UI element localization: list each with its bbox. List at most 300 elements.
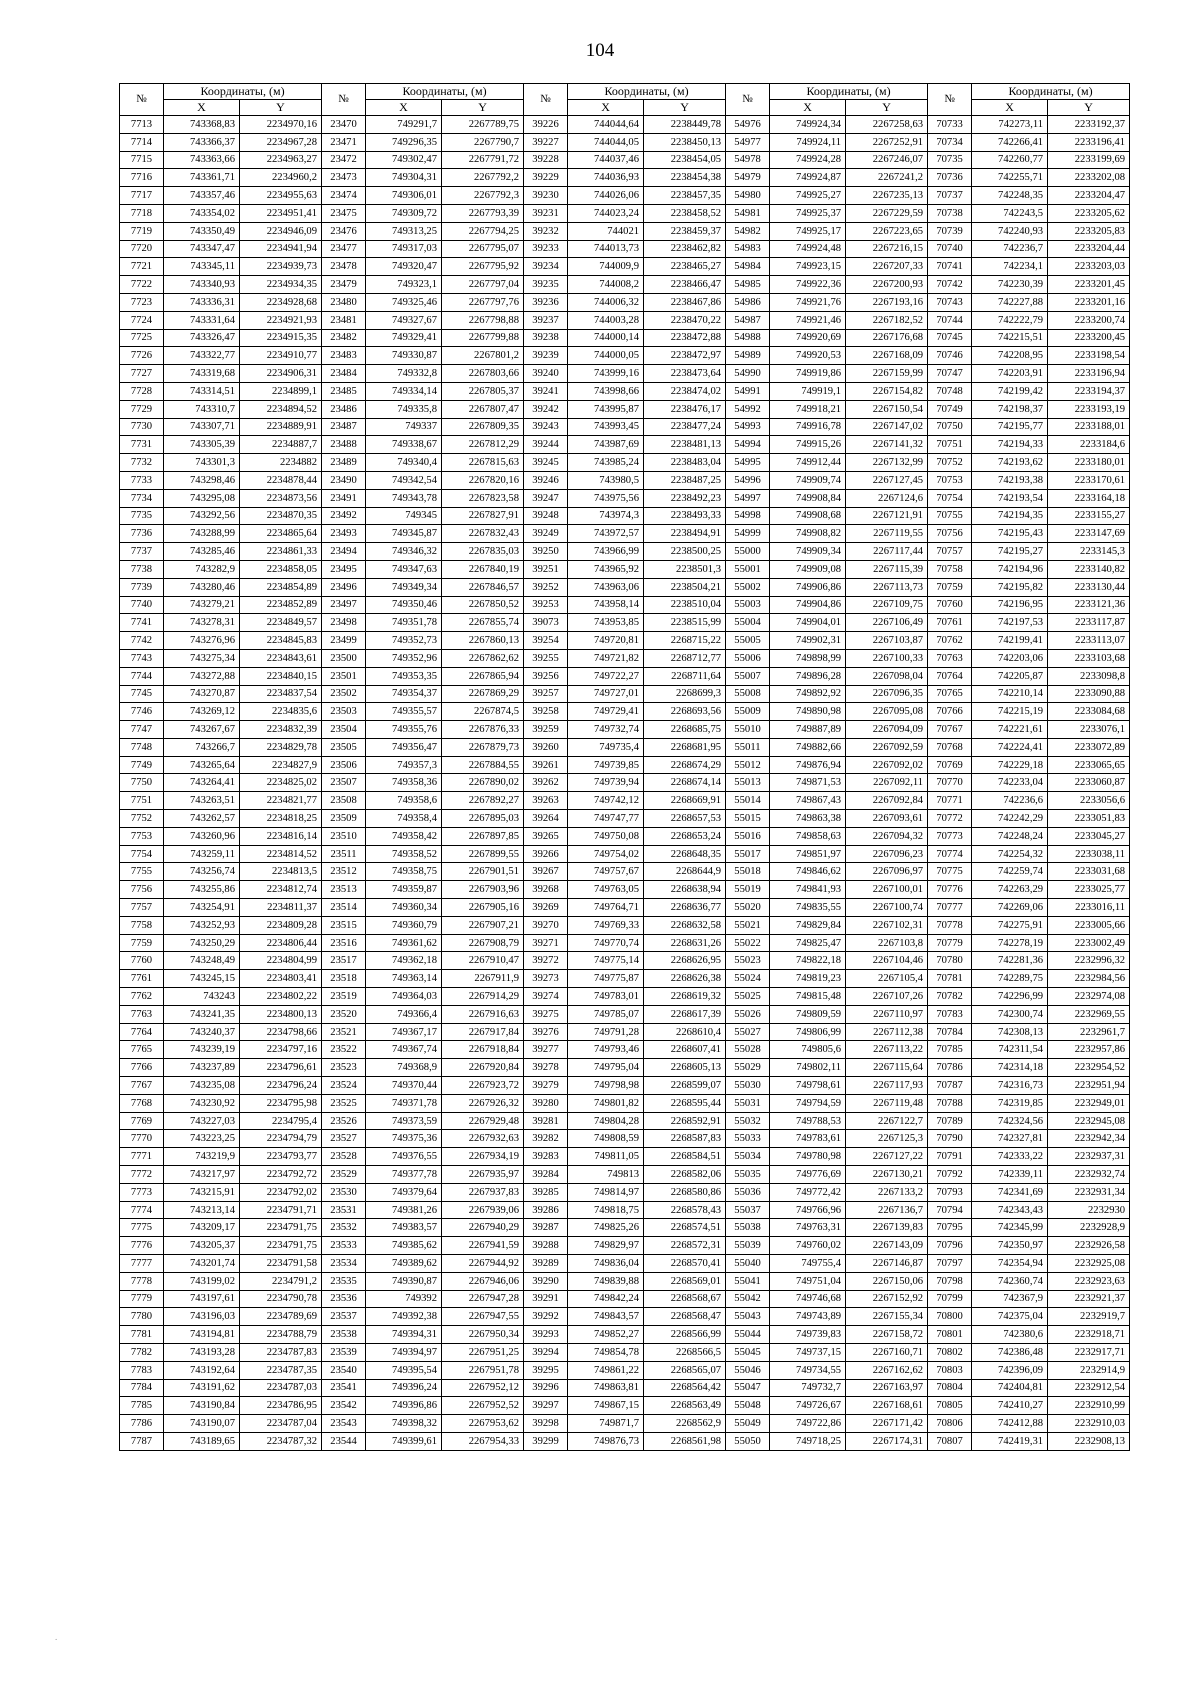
- table-row: [120, 436, 1130, 454]
- y-coordinate-cell: 2234802,22: [240, 988, 322, 1006]
- x-coordinate-cell: 749822,18: [770, 952, 846, 970]
- point-number-cell: 70746: [928, 347, 972, 365]
- point-number-cell: 7770: [120, 1130, 164, 1148]
- x-coordinate-cell: 749358,6: [366, 792, 442, 810]
- point-number-cell: 39297: [524, 1397, 568, 1415]
- x-coordinate-cell: 749922,36: [770, 276, 846, 294]
- point-number-cell: 23539: [322, 1343, 366, 1361]
- table-row: [120, 489, 1130, 507]
- point-number-cell: 23495: [322, 560, 366, 578]
- y-coordinate-cell: 2267229,59: [846, 204, 928, 222]
- x-coordinate-cell: 749918,21: [770, 400, 846, 418]
- point-number-cell: 39249: [524, 525, 568, 543]
- y-coordinate-cell: 2233045,27: [1048, 827, 1130, 845]
- y-coordinate-cell: 2232928,9: [1048, 1219, 1130, 1237]
- x-coordinate-cell: 749720,81: [568, 632, 644, 650]
- y-coordinate-cell: 2234894,52: [240, 400, 322, 418]
- x-coordinate-cell: 749360,79: [366, 916, 442, 934]
- y-coordinate-cell: 2267795,07: [442, 240, 524, 258]
- x-coordinate-cell: 743966,99: [568, 543, 644, 561]
- point-number-cell: 54986: [726, 293, 770, 311]
- x-coordinate-cell: 749805,6: [770, 1041, 846, 1059]
- y-coordinate-cell: 2234963,27: [240, 151, 322, 169]
- y-coordinate-cell: 2234970,16: [240, 116, 322, 134]
- point-number-cell: 23523: [322, 1059, 366, 1077]
- x-coordinate-cell: 749356,47: [366, 738, 442, 756]
- table-row: [120, 881, 1130, 899]
- y-coordinate-cell: 2267147,02: [846, 418, 928, 436]
- point-number-cell: 7723: [120, 293, 164, 311]
- x-coordinate-cell: 749882,66: [770, 738, 846, 756]
- point-number-cell: 70733: [928, 116, 972, 134]
- point-number-cell: 39241: [524, 382, 568, 400]
- x-coordinate-cell: 743305,39: [164, 436, 240, 454]
- x-coordinate-cell: 743298,46: [164, 471, 240, 489]
- x-coordinate-cell: 742380,6: [972, 1326, 1048, 1344]
- y-coordinate-cell: 2234921,93: [240, 311, 322, 329]
- y-coordinate-cell: 2267792,2: [442, 169, 524, 187]
- x-coordinate-cell: 749769,33: [568, 916, 644, 934]
- point-number-cell: 39073: [524, 614, 568, 632]
- y-coordinate-cell: 2234915,35: [240, 329, 322, 347]
- table-row: [120, 543, 1130, 561]
- y-coordinate-cell: 2268648,35: [644, 845, 726, 863]
- table-row: [120, 240, 1130, 258]
- table-row: [120, 685, 1130, 703]
- x-coordinate-cell: 749896,28: [770, 667, 846, 685]
- point-number-cell: 39273: [524, 970, 568, 988]
- point-number-cell: 23477: [322, 240, 366, 258]
- x-coordinate-cell: 749396,86: [366, 1397, 442, 1415]
- point-number-cell: 55010: [726, 721, 770, 739]
- y-coordinate-cell: 2267115,39: [846, 560, 928, 578]
- point-number-cell: 23536: [322, 1290, 366, 1308]
- y-coordinate-cell: 2233084,68: [1048, 703, 1130, 721]
- y-coordinate-cell: 2233200,74: [1048, 311, 1130, 329]
- point-number-cell: 23507: [322, 774, 366, 792]
- x-coordinate-cell: 749798,98: [568, 1077, 644, 1095]
- point-number-cell: 23471: [322, 133, 366, 151]
- x-coordinate-cell: 749921,46: [770, 311, 846, 329]
- point-number-cell: 70795: [928, 1219, 972, 1237]
- point-number-cell: 23540: [322, 1361, 366, 1379]
- x-coordinate-cell: 742345,99: [972, 1219, 1048, 1237]
- x-coordinate-cell: 749323,1: [366, 276, 442, 294]
- point-number-cell: 70785: [928, 1041, 972, 1059]
- point-number-cell: 55000: [726, 543, 770, 561]
- point-number-cell: 55008: [726, 685, 770, 703]
- y-coordinate-cell: 2234825,02: [240, 774, 322, 792]
- point-number-cell: 70792: [928, 1166, 972, 1184]
- x-coordinate-cell: 744000,14: [568, 329, 644, 347]
- y-coordinate-cell: 2233193,19: [1048, 400, 1130, 418]
- table-row: [120, 418, 1130, 436]
- x-coordinate-cell: 742236,7: [972, 240, 1048, 258]
- x-coordinate-cell: 742386,48: [972, 1343, 1048, 1361]
- y-coordinate-cell: 2234934,35: [240, 276, 322, 294]
- y-coordinate-cell: 2238450,13: [644, 133, 726, 151]
- x-coordinate-cell: 743213,14: [164, 1201, 240, 1219]
- point-number-cell: 7725: [120, 329, 164, 347]
- point-number-cell: 70740: [928, 240, 972, 258]
- y-coordinate-cell: 2267879,73: [442, 738, 524, 756]
- point-number-cell: 39229: [524, 169, 568, 187]
- y-coordinate-cell: 2268572,31: [644, 1237, 726, 1255]
- point-number-cell: 39261: [524, 756, 568, 774]
- x-coordinate-cell: 742259,74: [972, 863, 1048, 881]
- table-row: [120, 1059, 1130, 1077]
- y-coordinate-cell: 2268711,64: [644, 667, 726, 685]
- y-coordinate-cell: 2268699,3: [644, 685, 726, 703]
- table-row: [120, 1219, 1130, 1237]
- x-coordinate-cell: 749912,44: [770, 454, 846, 472]
- table-row: [120, 792, 1130, 810]
- y-coordinate-cell: 2234840,15: [240, 667, 322, 685]
- point-number-cell: 54996: [726, 471, 770, 489]
- point-number-cell: 7746: [120, 703, 164, 721]
- y-coordinate-cell: 2234951,41: [240, 204, 322, 222]
- point-number-cell: 7741: [120, 614, 164, 632]
- y-coordinate-cell: 2233164,18: [1048, 489, 1130, 507]
- y-coordinate-cell: 2238510,04: [644, 596, 726, 614]
- table-row: [120, 738, 1130, 756]
- x-coordinate-cell: 744037,46: [568, 151, 644, 169]
- point-number-cell: 7731: [120, 436, 164, 454]
- y-coordinate-cell: 2234796,61: [240, 1059, 322, 1077]
- x-coordinate-cell: 743230,92: [164, 1094, 240, 1112]
- x-coordinate-cell: 743295,08: [164, 489, 240, 507]
- point-number-cell: 39242: [524, 400, 568, 418]
- point-number-cell: 70793: [928, 1183, 972, 1201]
- y-coordinate-cell: 2234789,69: [240, 1308, 322, 1326]
- point-number-cell: 7748: [120, 738, 164, 756]
- y-coordinate-cell: 2234791,58: [240, 1255, 322, 1273]
- x-coordinate-cell: 743285,46: [164, 543, 240, 561]
- x-coordinate-cell: 749871,53: [770, 774, 846, 792]
- point-number-cell: 55011: [726, 738, 770, 756]
- x-coordinate-cell: 742289,75: [972, 970, 1048, 988]
- x-coordinate-cell: 743193,28: [164, 1343, 240, 1361]
- x-coordinate-cell: 749811,05: [568, 1148, 644, 1166]
- x-coordinate-cell: 742194,96: [972, 560, 1048, 578]
- y-coordinate-cell: 2234816,14: [240, 827, 322, 845]
- x-coordinate-cell: 743209,17: [164, 1219, 240, 1237]
- point-number-cell: 23510: [322, 827, 366, 845]
- y-coordinate-cell: 2267932,63: [442, 1130, 524, 1148]
- point-number-cell: 23492: [322, 507, 366, 525]
- y-coordinate-cell: 2233199,69: [1048, 151, 1130, 169]
- point-number-cell: 39264: [524, 810, 568, 828]
- x-coordinate-cell: 743254,91: [164, 899, 240, 917]
- point-number-cell: 7717: [120, 187, 164, 205]
- y-coordinate-cell: 2232930: [1048, 1201, 1130, 1219]
- x-coordinate-cell: 749325,46: [366, 293, 442, 311]
- x-coordinate-cell: 743958,14: [568, 596, 644, 614]
- y-coordinate-cell: 2234946,09: [240, 222, 322, 240]
- x-coordinate-cell: 742199,41: [972, 632, 1048, 650]
- y-coordinate-cell: 2267094,32: [846, 827, 928, 845]
- x-coordinate-cell: 749808,59: [568, 1130, 644, 1148]
- x-coordinate-cell: 749825,47: [770, 934, 846, 952]
- point-number-cell: 55015: [726, 810, 770, 828]
- page-number: 104: [585, 40, 615, 61]
- y-coordinate-cell: 2267150,54: [846, 400, 928, 418]
- y-coordinate-cell: 2267235,13: [846, 187, 928, 205]
- x-coordinate-cell: 749925,37: [770, 204, 846, 222]
- x-coordinate-cell: 749743,89: [770, 1308, 846, 1326]
- x-coordinate-cell: 749746,68: [770, 1290, 846, 1308]
- y-coordinate-cell: 2267258,63: [846, 116, 928, 134]
- y-coordinate-cell: 2233170,61: [1048, 471, 1130, 489]
- x-coordinate-cell: 743265,64: [164, 756, 240, 774]
- point-number-cell: 54982: [726, 222, 770, 240]
- point-number-cell: 54988: [726, 329, 770, 347]
- y-coordinate-cell: 2267150,06: [846, 1272, 928, 1290]
- y-coordinate-cell: 2268578,43: [644, 1201, 726, 1219]
- x-coordinate-cell: 749371,78: [366, 1094, 442, 1112]
- y-coordinate-cell: 2267926,32: [442, 1094, 524, 1112]
- x-coordinate-cell: 749379,64: [366, 1183, 442, 1201]
- y-coordinate-cell: 2267182,52: [846, 311, 928, 329]
- y-coordinate-cell: 2267152,92: [846, 1290, 928, 1308]
- point-number-cell: 39238: [524, 329, 568, 347]
- x-coordinate-cell: 742203,06: [972, 649, 1048, 667]
- point-number-cell: 55038: [726, 1219, 770, 1237]
- column-header-number: №: [928, 84, 972, 116]
- point-number-cell: 23529: [322, 1166, 366, 1184]
- point-number-cell: 70755: [928, 507, 972, 525]
- y-coordinate-cell: 2234870,35: [240, 507, 322, 525]
- table-row: [120, 1361, 1130, 1379]
- point-number-cell: 39243: [524, 418, 568, 436]
- y-coordinate-cell: 2267141,32: [846, 436, 928, 454]
- x-coordinate-cell: 744044,05: [568, 133, 644, 151]
- point-number-cell: 7730: [120, 418, 164, 436]
- point-number-cell: 7753: [120, 827, 164, 845]
- y-coordinate-cell: 2267103,8: [846, 934, 928, 952]
- x-coordinate-cell: 749814,97: [568, 1183, 644, 1201]
- column-header-y: Y: [240, 100, 322, 116]
- x-coordinate-cell: 742194,33: [972, 436, 1048, 454]
- x-coordinate-cell: 744044,64: [568, 116, 644, 134]
- point-number-cell: 23487: [322, 418, 366, 436]
- y-coordinate-cell: 2238459,37: [644, 222, 726, 240]
- y-coordinate-cell: 2234809,28: [240, 916, 322, 934]
- table-row: [120, 525, 1130, 543]
- point-number-cell: 7744: [120, 667, 164, 685]
- x-coordinate-cell: 743319,68: [164, 365, 240, 383]
- y-coordinate-cell: 2267794,25: [442, 222, 524, 240]
- x-coordinate-cell: 749887,89: [770, 721, 846, 739]
- y-coordinate-cell: 2234818,25: [240, 810, 322, 828]
- point-number-cell: 55018: [726, 863, 770, 881]
- table-row: [120, 151, 1130, 169]
- point-number-cell: 39292: [524, 1308, 568, 1326]
- point-number-cell: 70748: [928, 382, 972, 400]
- point-number-cell: 55031: [726, 1094, 770, 1112]
- y-coordinate-cell: 2267840,19: [442, 560, 524, 578]
- y-coordinate-cell: 2233113,07: [1048, 632, 1130, 650]
- y-coordinate-cell: 2238454,38: [644, 169, 726, 187]
- y-coordinate-cell: 2268685,75: [644, 721, 726, 739]
- x-coordinate-cell: 742208,95: [972, 347, 1048, 365]
- y-coordinate-cell: 2268582,06: [644, 1166, 726, 1184]
- point-number-cell: 55034: [726, 1148, 770, 1166]
- y-coordinate-cell: 2234955,63: [240, 187, 322, 205]
- x-coordinate-cell: 743331,64: [164, 311, 240, 329]
- x-coordinate-cell: 743995,87: [568, 400, 644, 418]
- point-number-cell: 70750: [928, 418, 972, 436]
- point-number-cell: 70770: [928, 774, 972, 792]
- y-coordinate-cell: 2238481,13: [644, 436, 726, 454]
- point-number-cell: 23511: [322, 845, 366, 863]
- table-row: [120, 276, 1130, 294]
- y-coordinate-cell: 2233065,65: [1048, 756, 1130, 774]
- y-coordinate-cell: 2233051,83: [1048, 810, 1130, 828]
- table-row: [120, 471, 1130, 489]
- y-coordinate-cell: 2234793,77: [240, 1148, 322, 1166]
- y-coordinate-cell: 2267823,58: [442, 489, 524, 507]
- y-coordinate-cell: 2232914,9: [1048, 1361, 1130, 1379]
- table-row: [120, 596, 1130, 614]
- point-number-cell: 39268: [524, 881, 568, 899]
- x-coordinate-cell: 749381,26: [366, 1201, 442, 1219]
- table-row: [120, 899, 1130, 917]
- y-coordinate-cell: 2234858,05: [240, 560, 322, 578]
- point-number-cell: 23480: [322, 293, 366, 311]
- point-number-cell: 70753: [928, 471, 972, 489]
- x-coordinate-cell: 743235,08: [164, 1077, 240, 1095]
- y-coordinate-cell: 2268636,77: [644, 899, 726, 917]
- x-coordinate-cell: 742233,04: [972, 774, 1048, 792]
- x-coordinate-cell: 749923,15: [770, 258, 846, 276]
- y-coordinate-cell: 2267117,93: [846, 1077, 928, 1095]
- x-coordinate-cell: 749819,23: [770, 970, 846, 988]
- y-coordinate-cell: 2267171,42: [846, 1415, 928, 1433]
- x-coordinate-cell: 749793,46: [568, 1041, 644, 1059]
- table-row: [120, 1308, 1130, 1326]
- y-coordinate-cell: 2233198,54: [1048, 347, 1130, 365]
- y-coordinate-cell: 2233196,41: [1048, 133, 1130, 151]
- x-coordinate-cell: 749383,57: [366, 1219, 442, 1237]
- point-number-cell: 54981: [726, 204, 770, 222]
- point-number-cell: 23478: [322, 258, 366, 276]
- y-coordinate-cell: 2233147,69: [1048, 525, 1130, 543]
- y-coordinate-cell: 2268566,5: [644, 1343, 726, 1361]
- y-coordinate-cell: 2267103,87: [846, 632, 928, 650]
- y-coordinate-cell: 2238487,25: [644, 471, 726, 489]
- y-coordinate-cell: 2267950,34: [442, 1326, 524, 1344]
- x-coordinate-cell: 749390,87: [366, 1272, 442, 1290]
- x-coordinate-cell: 743987,69: [568, 436, 644, 454]
- y-coordinate-cell: 2268638,94: [644, 881, 726, 899]
- point-number-cell: 23513: [322, 881, 366, 899]
- point-number-cell: 39291: [524, 1290, 568, 1308]
- table-row: [120, 507, 1130, 525]
- y-coordinate-cell: 2238462,82: [644, 240, 726, 258]
- y-coordinate-cell: 2233117,87: [1048, 614, 1130, 632]
- point-number-cell: 23526: [322, 1112, 366, 1130]
- point-number-cell: 7714: [120, 133, 164, 151]
- y-coordinate-cell: 2267160,71: [846, 1343, 928, 1361]
- y-coordinate-cell: 2267100,74: [846, 899, 928, 917]
- point-number-cell: 39258: [524, 703, 568, 721]
- x-coordinate-cell: 749835,55: [770, 899, 846, 917]
- y-coordinate-cell: 2267223,65: [846, 222, 928, 240]
- x-coordinate-cell: 749841,93: [770, 881, 846, 899]
- x-coordinate-cell: 749909,34: [770, 543, 846, 561]
- point-number-cell: 55039: [726, 1237, 770, 1255]
- y-coordinate-cell: 2267908,79: [442, 934, 524, 952]
- x-coordinate-cell: 749890,98: [770, 703, 846, 721]
- point-number-cell: 23484: [322, 365, 366, 383]
- y-coordinate-cell: 2267136,7: [846, 1201, 928, 1219]
- point-number-cell: 54978: [726, 151, 770, 169]
- point-number-cell: 70765: [928, 685, 972, 703]
- x-coordinate-cell: 749755,4: [770, 1255, 846, 1273]
- y-coordinate-cell: 2268569,01: [644, 1272, 726, 1290]
- point-number-cell: 7722: [120, 276, 164, 294]
- x-coordinate-cell: 743192,64: [164, 1361, 240, 1379]
- y-coordinate-cell: 2267846,57: [442, 578, 524, 596]
- x-coordinate-cell: 743227,03: [164, 1112, 240, 1130]
- point-number-cell: 70786: [928, 1059, 972, 1077]
- y-coordinate-cell: 2267827,91: [442, 507, 524, 525]
- x-coordinate-cell: 743357,46: [164, 187, 240, 205]
- table-row: [120, 1326, 1130, 1344]
- y-coordinate-cell: 2233192,37: [1048, 116, 1130, 134]
- y-coordinate-cell: 2233103,68: [1048, 649, 1130, 667]
- y-coordinate-cell: 2233056,6: [1048, 792, 1130, 810]
- y-coordinate-cell: 2238501,3: [644, 560, 726, 578]
- table-row: [120, 952, 1130, 970]
- table-row: [120, 329, 1130, 347]
- point-number-cell: 55006: [726, 649, 770, 667]
- x-coordinate-cell: 749352,73: [366, 632, 442, 650]
- point-number-cell: 70802: [928, 1343, 972, 1361]
- x-coordinate-cell: 749394,97: [366, 1343, 442, 1361]
- y-coordinate-cell: 2268712,77: [644, 649, 726, 667]
- y-coordinate-cell: 2234861,33: [240, 543, 322, 561]
- x-coordinate-cell: 742229,18: [972, 756, 1048, 774]
- x-coordinate-cell: 749349,34: [366, 578, 442, 596]
- y-coordinate-cell: 2232942,34: [1048, 1130, 1130, 1148]
- y-coordinate-cell: 2234928,68: [240, 293, 322, 311]
- point-number-cell: 23479: [322, 276, 366, 294]
- point-number-cell: 7713: [120, 116, 164, 134]
- x-coordinate-cell: 742195,77: [972, 418, 1048, 436]
- y-coordinate-cell: 2268626,95: [644, 952, 726, 970]
- point-number-cell: 55004: [726, 614, 770, 632]
- y-coordinate-cell: 2234812,74: [240, 881, 322, 899]
- y-coordinate-cell: 2238472,97: [644, 347, 726, 365]
- point-number-cell: 70804: [928, 1379, 972, 1397]
- point-number-cell: 39287: [524, 1219, 568, 1237]
- x-coordinate-cell: 744003,28: [568, 311, 644, 329]
- x-coordinate-cell: 749815,48: [770, 988, 846, 1006]
- x-coordinate-cell: 742308,13: [972, 1023, 1048, 1041]
- x-coordinate-cell: 743223,25: [164, 1130, 240, 1148]
- x-coordinate-cell: 749919,1: [770, 382, 846, 400]
- x-coordinate-cell: 742341,69: [972, 1183, 1048, 1201]
- y-coordinate-cell: 2267100,33: [846, 649, 928, 667]
- y-coordinate-cell: 2267917,84: [442, 1023, 524, 1041]
- y-coordinate-cell: 2233184,6: [1048, 436, 1130, 454]
- point-number-cell: 39266: [524, 845, 568, 863]
- point-number-cell: 70807: [928, 1432, 972, 1450]
- x-coordinate-cell: 749861,22: [568, 1361, 644, 1379]
- point-number-cell: 23491: [322, 489, 366, 507]
